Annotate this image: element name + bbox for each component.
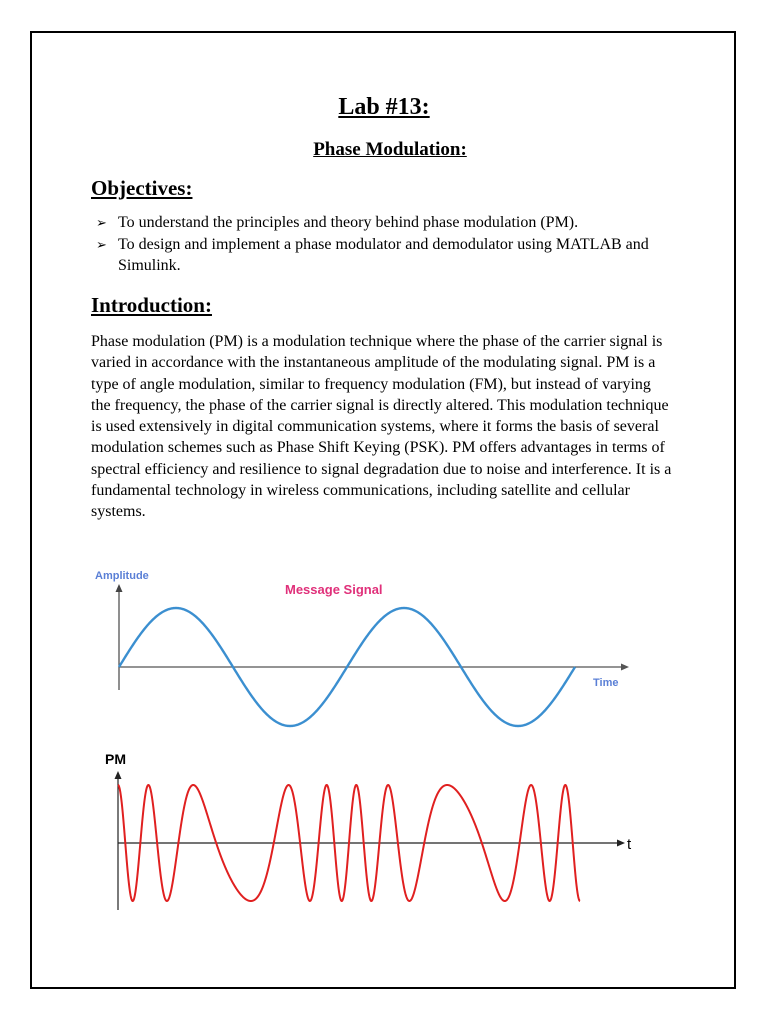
objectives-heading: Objectives: [91, 176, 193, 200]
pm-x-axis-arrow-icon [617, 840, 625, 847]
modulation-figure [95, 560, 655, 920]
introduction-paragraph: Phase modulation (PM) is a modulation technique where the phase of the carrier signal is varied in accordance with the instantaneous amplitude of the modulating signal. PM is a type of angle modulation, similar to frequency modulation (FM), but instead of varying the frequency, the phase of the carrier signal is directly altered. This modulation technique is used extensively in digital communication systems, where it forms the basis of several modulation schemes such as Phase Shift Keying (PSK). PM offers advantages in terms of spectral efficiency and resilience to signal degradation due to noise and interference. It is a fundamental technology in wireless communications, including satellite and cellular systems. [91, 333, 672, 521]
message-y-axis-arrow-icon [116, 584, 123, 592]
arrow-bullet-icon: ➢ [96, 215, 107, 230]
objectives-list [96, 212, 696, 277]
message-y-label: Amplitude [95, 570, 149, 582]
pm-y-axis-arrow-icon [115, 771, 122, 779]
pm-signal-plot [105, 751, 632, 910]
message-signal-plot [95, 570, 629, 726]
objective-text: To understand the principles and theory behind phase modulation (PM). [118, 214, 579, 231]
modulation-diagram [95, 560, 655, 920]
introduction-heading: Introduction: [91, 293, 212, 317]
lab-subtitle: Phase Modulation: [313, 139, 467, 160]
objective-text: To design and implement a phase modulator and demodulator using MATLAB and Simulink. [118, 235, 649, 274]
pm-y-label: PM [105, 751, 126, 767]
message-x-axis-arrow-icon [621, 664, 629, 671]
pm-x-label: t [627, 836, 632, 853]
message-title: Message Signal [285, 582, 383, 597]
arrow-bullet-icon: ➢ [96, 236, 107, 252]
objective-item [96, 234, 696, 277]
message-x-label: Time [593, 677, 619, 689]
objective-item [96, 212, 696, 234]
lab-title: Lab #13: [338, 94, 430, 120]
